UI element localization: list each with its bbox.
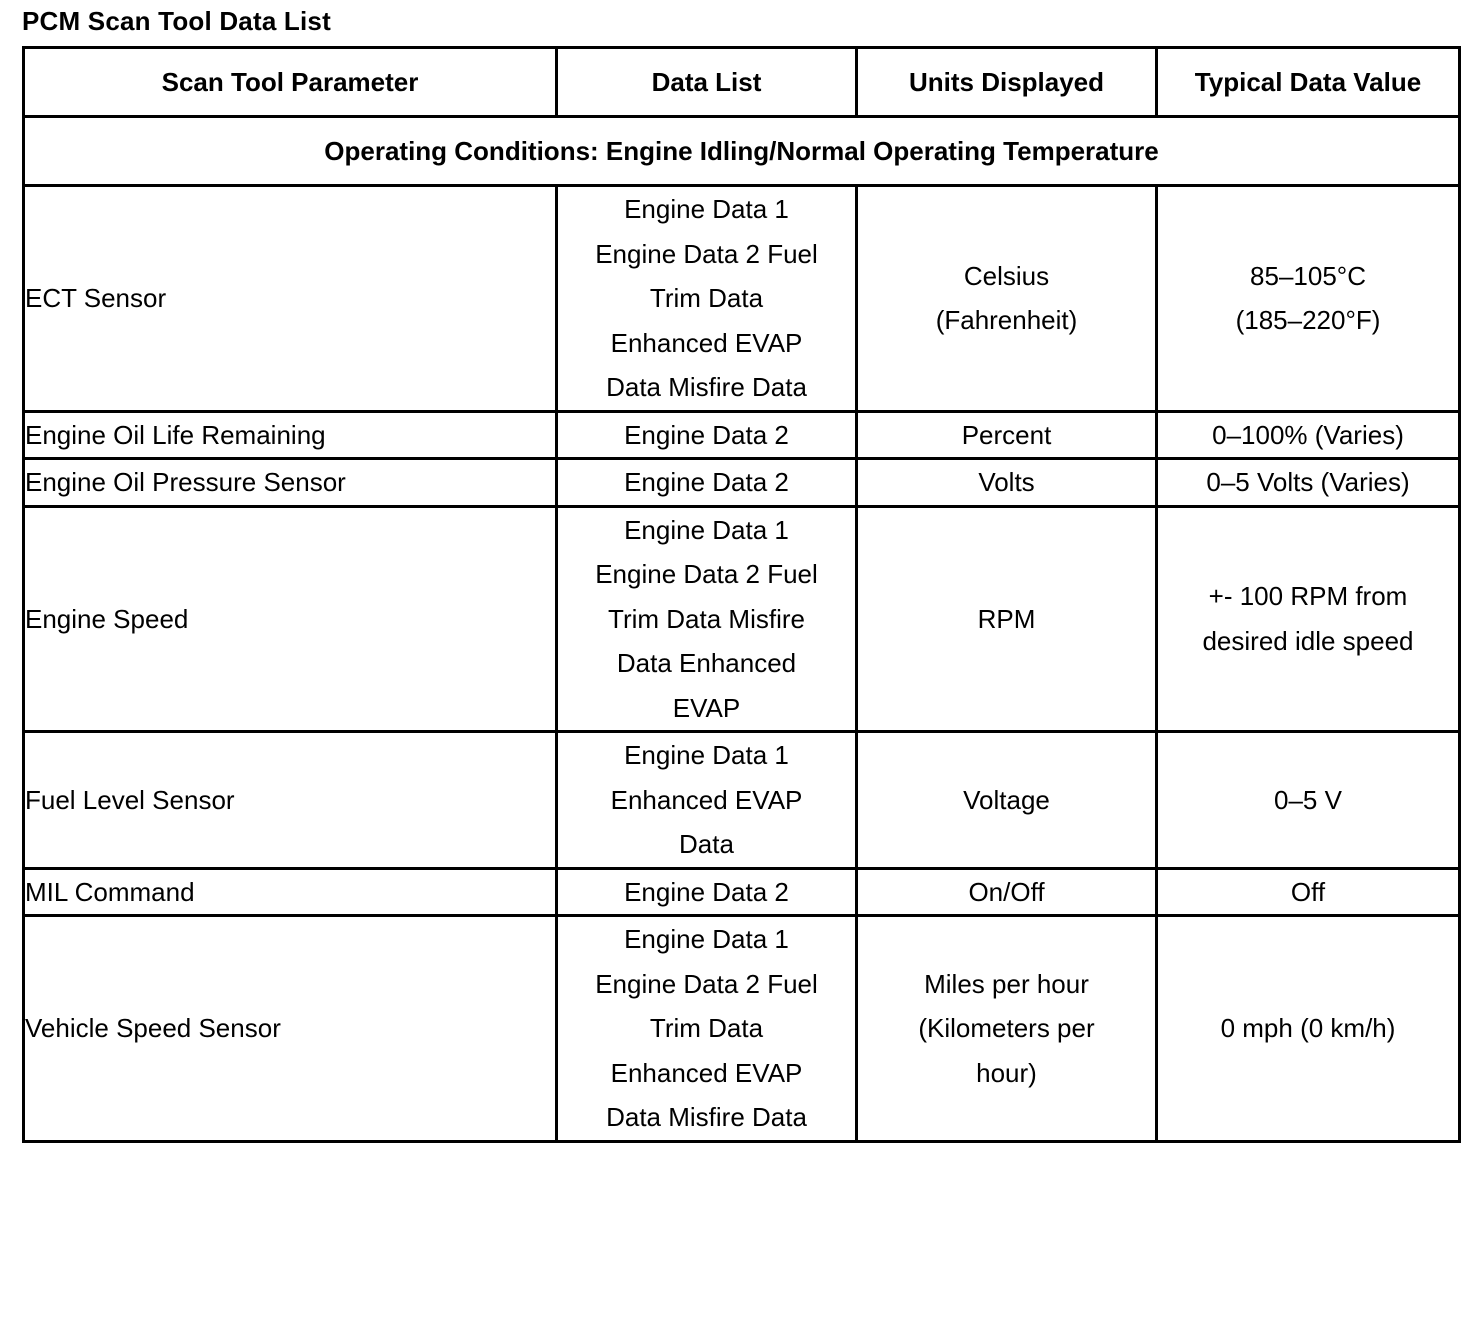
row-data-list: Engine Data 1 Enhanced EVAP Data	[610, 740, 803, 859]
scan-tool-data-table	[22, 46, 1461, 1143]
row-typical-value: Off	[1290, 876, 1326, 907]
row-typical-value: 0–100% (Varies)	[1212, 419, 1404, 450]
row-units: On/Off	[968, 876, 1045, 907]
row-units: Volts	[978, 467, 1035, 497]
header-units-displayed: Units Displayed	[857, 48, 1157, 117]
row-parameter: Engine Oil Life Remaining	[24, 411, 557, 459]
row-data-list: Engine Data 2	[624, 876, 789, 907]
row-units: Voltage	[963, 784, 1050, 815]
row-data-list: Engine Data 1 Engine Data 2 Fuel Trim Data Enhanced EVAP Data Misfire Data	[595, 924, 818, 1132]
row-data-list: Engine Data 2	[624, 467, 789, 497]
row-typical-value: +- 100 RPM from desired idle speed	[1202, 581, 1414, 656]
header-data-list: Data List	[557, 48, 857, 117]
row-data-list: Engine Data 2	[624, 419, 789, 450]
section-row	[24, 117, 1460, 186]
row-units: RPM	[977, 603, 1036, 634]
row-typical-value: 0–5 V	[1274, 784, 1342, 815]
table-row	[24, 186, 1460, 412]
row-parameter: MIL Command	[24, 868, 557, 916]
row-data-list: Engine Data 1 Engine Data 2 Fuel Trim Data Misfire Data Enhanced EVAP	[595, 514, 818, 723]
table-row	[24, 459, 1460, 507]
document-title: PCM Scan Tool Data List	[22, 6, 331, 36]
row-parameter: Vehicle Speed Sensor	[24, 916, 557, 1142]
table-header-row	[24, 48, 1460, 117]
row-parameter: Fuel Level Sensor	[24, 732, 557, 869]
row-units: Celsius (Fahrenheit)	[935, 260, 1078, 336]
row-units: Percent	[961, 419, 1052, 450]
table-row	[24, 732, 1460, 869]
row-typical-value: 0 mph (0 km/h)	[1220, 1013, 1396, 1043]
table-row	[24, 506, 1460, 732]
section-heading: Operating Conditions: Engine Idling/Normal Operating Temperature	[24, 117, 1460, 186]
row-units: Miles per hour (Kilometers per hour)	[918, 968, 1095, 1088]
table-row	[24, 868, 1460, 916]
row-parameter: Engine Oil Pressure Sensor	[24, 459, 557, 507]
row-typical-value: 85–105°C (185–220°F)	[1235, 260, 1381, 336]
row-parameter: Engine Speed	[24, 506, 557, 732]
table-row	[24, 916, 1460, 1142]
row-typical-value: 0–5 Volts (Varies)	[1206, 467, 1410, 497]
row-parameter: ECT Sensor	[24, 186, 557, 412]
row-data-list: Engine Data 1 Engine Data 2 Fuel Trim Data Enhanced EVAP Data Misfire Data	[595, 194, 818, 402]
header-scan-tool-parameter: Scan Tool Parameter	[24, 48, 557, 117]
table-row	[24, 411, 1460, 459]
header-typical-data-value: Typical Data Value	[1157, 48, 1460, 117]
